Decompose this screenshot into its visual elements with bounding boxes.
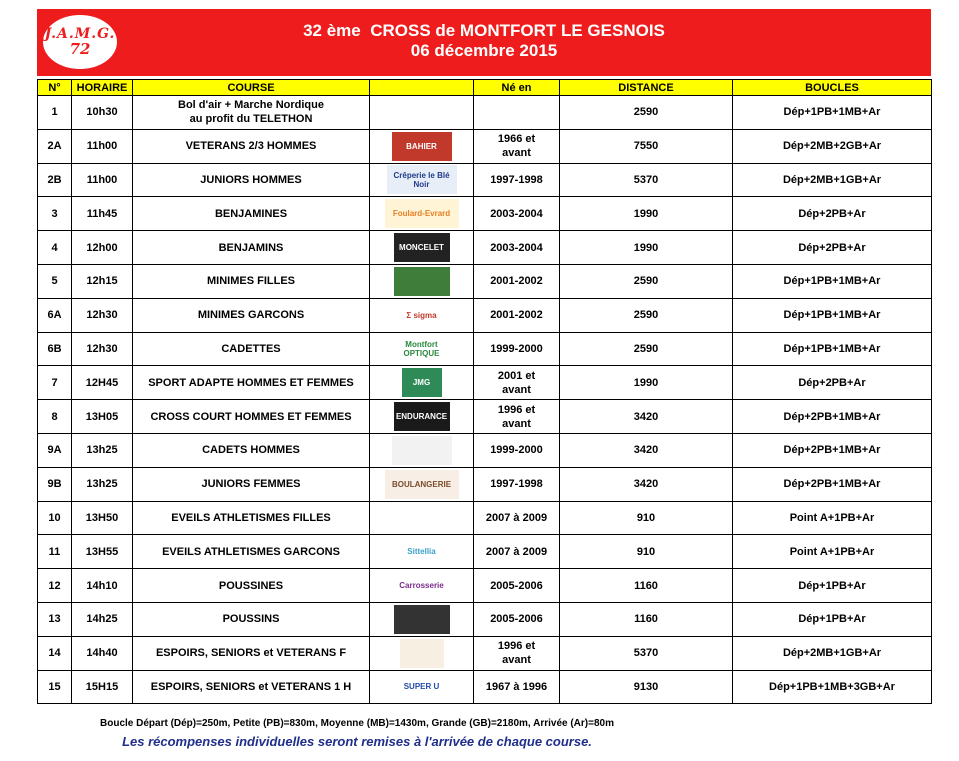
- loops-cell: Dép+2MB+2GB+Ar: [733, 129, 932, 163]
- start-time-cell: 11h00: [72, 129, 133, 163]
- table-row: [38, 467, 932, 501]
- sponsor-logo-text: MONCELET: [399, 243, 444, 253]
- sponsor-cell: [370, 535, 474, 569]
- sittellia-wave-logo: [394, 503, 450, 532]
- loops-cell: Dép+2PB+Ar: [733, 197, 932, 231]
- start-time-cell: 13H05: [72, 400, 133, 434]
- birth-years-cell: 2003-2004: [474, 231, 560, 265]
- course-name-cell: SPORT ADAPTE HOMMES ET FEMMES: [133, 366, 370, 400]
- distance-cell: 910: [560, 535, 733, 569]
- birth-years-cell: 1997-1998: [474, 467, 560, 501]
- start-time-cell: 14h10: [72, 569, 133, 603]
- table-row: [38, 400, 932, 434]
- race-number-cell: 9B: [38, 467, 72, 501]
- race-number-cell: 14: [38, 636, 72, 670]
- sponsor-cell: [370, 670, 474, 704]
- distance-cell: 1990: [560, 197, 733, 231]
- table-row: [38, 163, 932, 197]
- start-time-cell: 12H45: [72, 366, 133, 400]
- birth-years-cell: 1997-1998: [474, 163, 560, 197]
- loops-cell: Dép+2PB+Ar: [733, 366, 932, 400]
- table-header-row: [38, 80, 932, 96]
- race-number-cell: 2B: [38, 163, 72, 197]
- start-time-cell: 13H55: [72, 535, 133, 569]
- sponsor-logo-text: Carrosserie: [399, 581, 444, 591]
- table-row: [38, 264, 932, 298]
- start-time-cell: 13H50: [72, 501, 133, 535]
- course-name-cell: EVEILS ATHLETISMES GARCONS: [133, 535, 370, 569]
- race-number-cell: 13: [38, 602, 72, 636]
- distance-cell: 1990: [560, 231, 733, 265]
- start-time-cell: 13h25: [72, 467, 133, 501]
- table-row: [38, 129, 932, 163]
- loops-cell: Dép+1PB+Ar: [733, 602, 932, 636]
- table-row: [38, 535, 932, 569]
- sponsor-cell: [370, 96, 474, 130]
- birth-years-cell: 1966 et avant: [474, 129, 560, 163]
- race-number-cell: 11: [38, 535, 72, 569]
- loops-cell: Dép+2PB+1MB+Ar: [733, 400, 932, 434]
- sigma-logo: [385, 301, 459, 330]
- sponsor-cell: [370, 163, 474, 197]
- sponsor-cell: [370, 231, 474, 265]
- table-row: [38, 231, 932, 265]
- distance-cell: 1160: [560, 602, 733, 636]
- distance-cell: 3420: [560, 467, 733, 501]
- start-time-cell: 12h15: [72, 264, 133, 298]
- course-name-cell: BENJAMINES: [133, 197, 370, 231]
- schedule-table: [37, 79, 932, 704]
- jmg-logo: [402, 368, 442, 397]
- start-time-cell: 11h00: [72, 163, 133, 197]
- loops-cell: Point A+1PB+Ar: [733, 501, 932, 535]
- distance-cell: 5370: [560, 163, 733, 197]
- col-header-born: Né en: [474, 80, 560, 96]
- start-time-cell: 14h40: [72, 636, 133, 670]
- course-name-cell: JUNIORS HOMMES: [133, 163, 370, 197]
- loops-cell: Dép+2MB+1GB+Ar: [733, 636, 932, 670]
- sponsor-logo-text: BOULANGERIE: [391, 479, 452, 489]
- start-time-cell: 12h30: [72, 332, 133, 366]
- race-number-cell: 2A: [38, 129, 72, 163]
- race-number-cell: 12: [38, 569, 72, 603]
- race-number-cell: 15: [38, 670, 72, 704]
- creperie-logo: [387, 165, 457, 194]
- start-time-cell: 14h25: [72, 602, 133, 636]
- race-number-cell: 10: [38, 501, 72, 535]
- veterans-f-sponsor-logo: [400, 639, 444, 668]
- table-row: [38, 670, 932, 704]
- course-name-cell: MINIMES GARCONS: [133, 298, 370, 332]
- table-row: [38, 501, 932, 535]
- birth-years-cell: 2007 à 2009: [474, 501, 560, 535]
- birth-years-cell: 2001 et avant: [474, 366, 560, 400]
- sittellia-logo: [390, 537, 454, 566]
- birth-years-cell: 2007 à 2009: [474, 535, 560, 569]
- table-row: [38, 298, 932, 332]
- loops-cell: Dép+1PB+1MB+Ar: [733, 96, 932, 130]
- course-name-cell: ESPOIRS, SENIORS et VETERANS 1 H: [133, 670, 370, 704]
- sponsor-logo-text: Crêperie le Blé Noir: [393, 170, 450, 189]
- course-name-cell: JUNIORS FEMMES: [133, 467, 370, 501]
- start-time-cell: 10h30: [72, 96, 133, 130]
- race-number-cell: 6B: [38, 332, 72, 366]
- course-name-cell: Bol d'air + Marche Nordique au profit du TELETHON: [133, 96, 370, 130]
- course-name-cell: CADETS HOMMES: [133, 433, 370, 467]
- sponsor-cell: [370, 433, 474, 467]
- race-number-cell: 8: [38, 400, 72, 434]
- cadets-sponsor-logo: [392, 436, 452, 465]
- race-number-cell: 7: [38, 366, 72, 400]
- boulangerie-logo: [385, 470, 459, 499]
- table-row: [38, 197, 932, 231]
- course-name-cell: EVEILS ATHLETISMES FILLES: [133, 501, 370, 535]
- sponsor-cell: [370, 467, 474, 501]
- sponsor-logo-text: Sittellia: [407, 547, 436, 557]
- birth-years-cell: 2003-2004: [474, 197, 560, 231]
- loops-cell: Dép+1PB+1MB+Ar: [733, 332, 932, 366]
- distance-cell: 910: [560, 501, 733, 535]
- birth-years-cell: 2001-2002: [474, 264, 560, 298]
- birth-years-cell: 1996 et avant: [474, 636, 560, 670]
- bahier-logo: [392, 132, 452, 161]
- loops-cell: Point A+1PB+Ar: [733, 535, 932, 569]
- sponsor-cell: [370, 366, 474, 400]
- birth-years-cell: 1967 à 1996: [474, 670, 560, 704]
- sponsor-logo-text: Σ sigma: [406, 310, 437, 320]
- sponsor-cell: [370, 602, 474, 636]
- birth-years-cell: 1996 et avant: [474, 400, 560, 434]
- distance-cell: 7550: [560, 129, 733, 163]
- loops-cell: Dép+2PB+Ar: [733, 231, 932, 265]
- sponsor-cell: [370, 569, 474, 603]
- sponsor-cell: [370, 400, 474, 434]
- birth-years-cell: 2005-2006: [474, 569, 560, 603]
- course-name-cell: MINIMES FILLES: [133, 264, 370, 298]
- sponsor-cell: [370, 129, 474, 163]
- sponsor-cell: [370, 197, 474, 231]
- page-title: 32 ème CROSS de MONTFORT LE GESNOIS: [303, 21, 665, 40]
- start-time-cell: 11h45: [72, 197, 133, 231]
- distance-cell: 5370: [560, 636, 733, 670]
- sponsor-logo-text: Foulard-Evrard: [392, 209, 451, 219]
- birth-years-cell: 2001-2002: [474, 298, 560, 332]
- endurance-shop-logo: [394, 402, 450, 431]
- course-name-cell: ESPOIRS, SENIORS et VETERANS F: [133, 636, 370, 670]
- table-row: [38, 636, 932, 670]
- moncelet-logo: [394, 233, 450, 262]
- course-name-cell: CROSS COURT HOMMES ET FEMMES: [133, 400, 370, 434]
- chalkboard-logo: [394, 605, 450, 634]
- loops-cell: Dép+2PB+1MB+Ar: [733, 467, 932, 501]
- distance-cell: 2590: [560, 298, 733, 332]
- table-row: [38, 366, 932, 400]
- course-name-cell: VETERANS 2/3 HOMMES: [133, 129, 370, 163]
- race-number-cell: 3: [38, 197, 72, 231]
- distance-cell: 1160: [560, 569, 733, 603]
- distance-cell: 9130: [560, 670, 733, 704]
- distance-cell: 3420: [560, 400, 733, 434]
- sponsor-cell: [370, 332, 474, 366]
- table-row: [38, 602, 932, 636]
- start-time-cell: 12h00: [72, 231, 133, 265]
- sponsor-logo-text: ENDURANCE: [395, 412, 448, 422]
- table-row: [38, 96, 932, 130]
- event-date: 06 décembre 2015: [410, 41, 558, 60]
- race-number-cell: 4: [38, 231, 72, 265]
- birth-years-cell: 1999-2000: [474, 332, 560, 366]
- distance-cell: 2590: [560, 264, 733, 298]
- distance-cell: 1990: [560, 366, 733, 400]
- montfort-optique-logo: [394, 334, 450, 363]
- course-name-cell: POUSSINES: [133, 569, 370, 603]
- race-number-cell: 5: [38, 264, 72, 298]
- green-shop-logo: [394, 267, 450, 296]
- logo-text-bottom: 72: [69, 40, 91, 58]
- sponsor-logo-text: BAHIER: [406, 141, 437, 151]
- loop-distances-note: Boucle Départ (Dép)=250m, Petite (PB)=830m, Moyenne (MB)=1430m, Grande (GB)=2180m, Arrivée (Ar)=80m: [100, 718, 614, 729]
- course-name-cell: CADETTES: [133, 332, 370, 366]
- loops-cell: Dép+2PB+1MB+Ar: [733, 433, 932, 467]
- logo-text-top: J.A.M.G.: [44, 26, 116, 42]
- loops-cell: Dép+1PB+Ar: [733, 569, 932, 603]
- loops-cell: Dép+2MB+1GB+Ar: [733, 163, 932, 197]
- col-header-course: COURSE: [133, 80, 370, 96]
- birth-years-cell: 2005-2006: [474, 602, 560, 636]
- course-name-cell: POUSSINS: [133, 602, 370, 636]
- birth-years-cell: [474, 96, 560, 130]
- sponsor-logo-text: Montfort OPTIQUE: [403, 339, 440, 358]
- col-header-distance: DISTANCE: [560, 80, 733, 96]
- sponsor-cell: [370, 264, 474, 298]
- awards-note: Les récompenses individuelles seront remises à l'arrivée de chaque course.: [122, 734, 592, 749]
- col-header-number: N°: [38, 80, 72, 96]
- race-number-cell: 6A: [38, 298, 72, 332]
- super-u-logo: [385, 672, 459, 701]
- col-header-sponsor: [370, 80, 474, 96]
- table-row: [38, 433, 932, 467]
- start-time-cell: 15H15: [72, 670, 133, 704]
- race-number-cell: 9A: [38, 433, 72, 467]
- carrosserie-logo: [385, 571, 459, 600]
- table-row: [38, 332, 932, 366]
- loops-cell: Dép+1PB+1MB+3GB+Ar: [733, 670, 932, 704]
- start-time-cell: 12h30: [72, 298, 133, 332]
- course-name-cell: BENJAMINS: [133, 231, 370, 265]
- col-header-time: HORAIRE: [72, 80, 133, 96]
- foulard-evrard-logo: [385, 199, 459, 228]
- loops-cell: Dép+1PB+1MB+Ar: [733, 264, 932, 298]
- distance-cell: 2590: [560, 96, 733, 130]
- sponsor-logo-text: SUPER U: [403, 682, 440, 692]
- distance-cell: 3420: [560, 433, 733, 467]
- col-header-loops: BOUCLES: [733, 80, 932, 96]
- birth-years-cell: 1999-2000: [474, 433, 560, 467]
- race-number-cell: 1: [38, 96, 72, 130]
- distance-cell: 2590: [560, 332, 733, 366]
- sponsor-cell: [370, 298, 474, 332]
- sponsor-logo-text: JMG: [412, 378, 431, 388]
- sponsor-cell: [370, 501, 474, 535]
- sponsor-cell: [370, 636, 474, 670]
- loops-cell: Dép+1PB+1MB+Ar: [733, 298, 932, 332]
- table-row: [38, 569, 932, 603]
- start-time-cell: 13h25: [72, 433, 133, 467]
